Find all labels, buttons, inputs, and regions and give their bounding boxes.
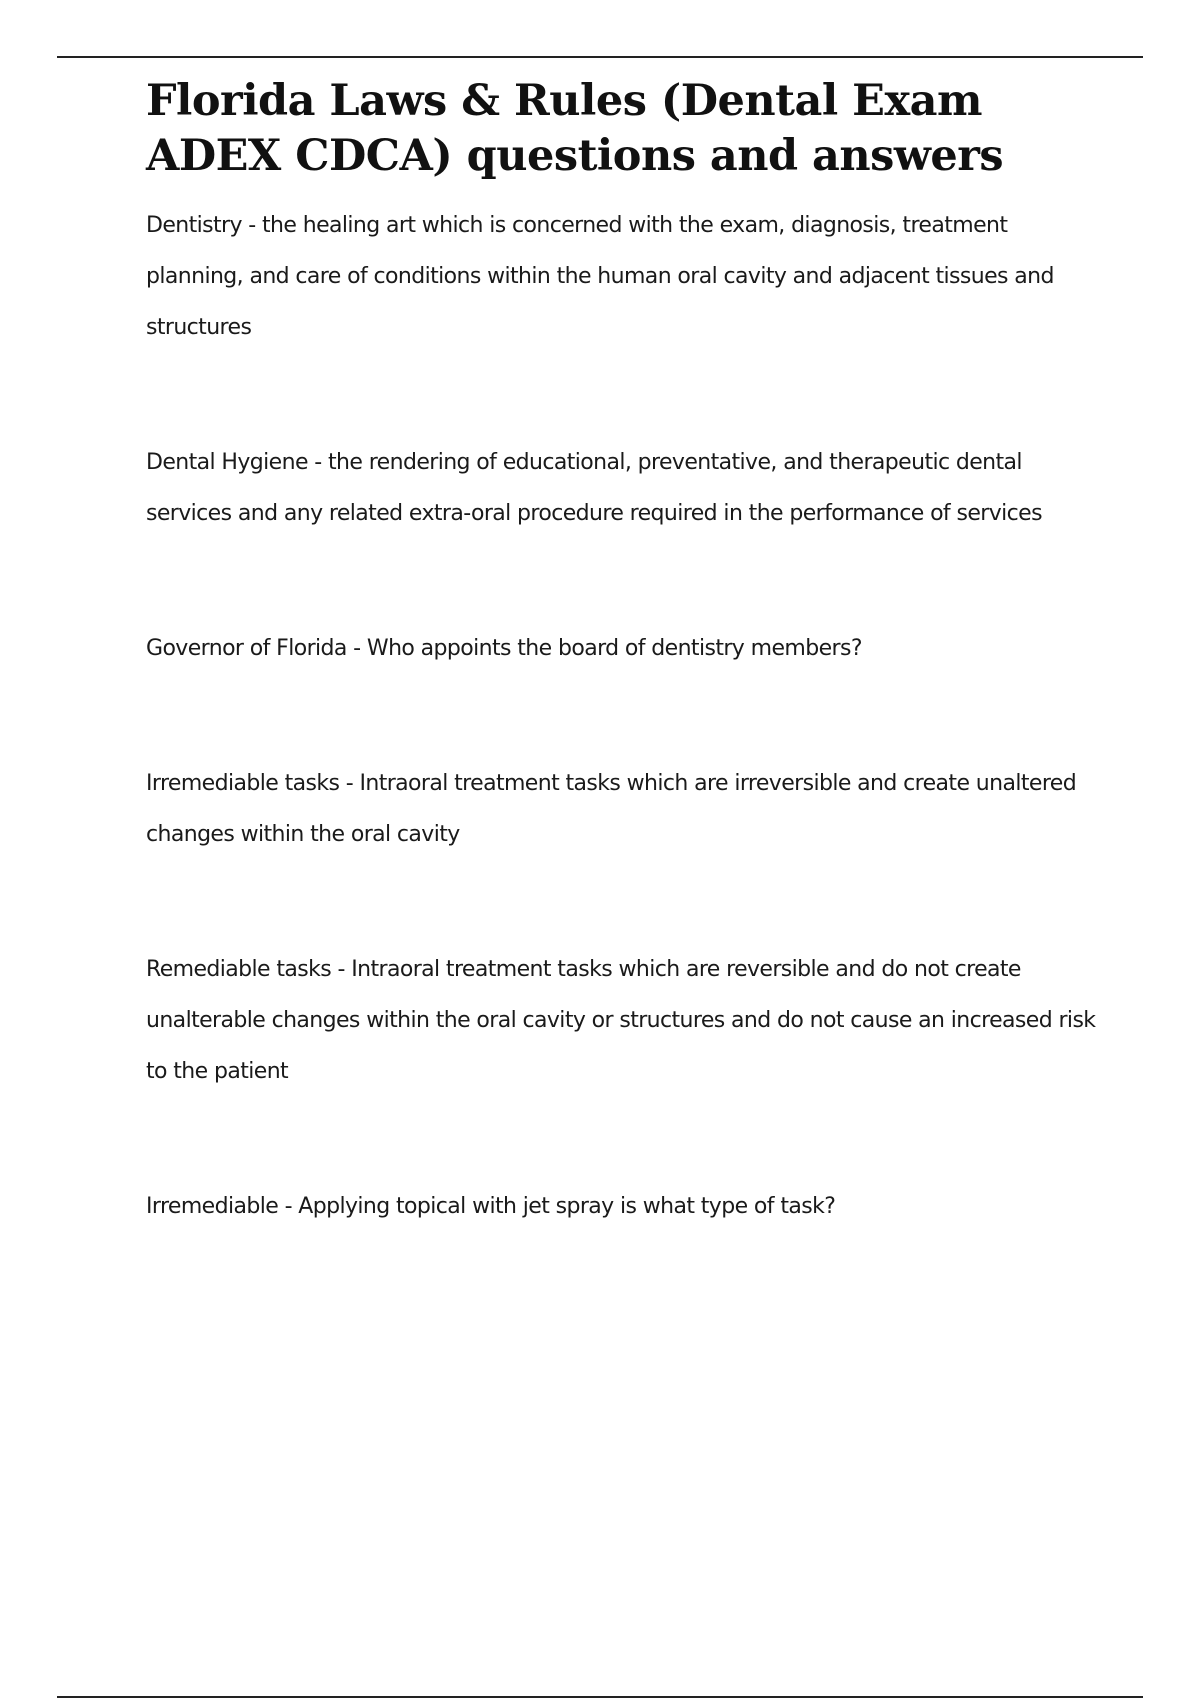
document-body (146, 74, 1096, 1232)
top-rule (57, 56, 1143, 58)
entry-dentistry: Dentistry - the healing art which is concerned with the exam, diagnosis, treatment planning, and care of conditions within the human oral cavity and adjacent tissues and structures (146, 213, 1054, 340)
entry-irremediable: Irremediable - Applying topical with jet spray is what type of task? (146, 1194, 836, 1219)
page-title: Florida Laws & Rules (Dental Exam ADEX CDCA) questions and answers (146, 76, 1004, 181)
spacer (146, 539, 1096, 623)
bottom-rule (57, 1696, 1143, 1698)
spacer (146, 674, 1096, 758)
entry-governor-of-florida: Governor of Florida - Who appoints the board of dentistry members? (146, 636, 862, 661)
entry-irremediable-tasks: Irremediable tasks - Intraoral treatment tasks which are irreversible and create unaltered changes within the oral cavity (146, 771, 1077, 847)
entry-dental-hygiene: Dental Hygiene - the rendering of educational, preventative, and therapeutic dental services and any related extra-oral procedure required in the performance of services (146, 450, 1042, 526)
spacer (146, 860, 1096, 944)
spacer (146, 353, 1096, 437)
entry-remediable-tasks: Remediable tasks - Intraoral treatment tasks which are reversible and do not create unalterable changes within the oral cavity or structures and do not cause an increased risk to the patient (146, 957, 1096, 1084)
spacer (146, 1097, 1096, 1181)
